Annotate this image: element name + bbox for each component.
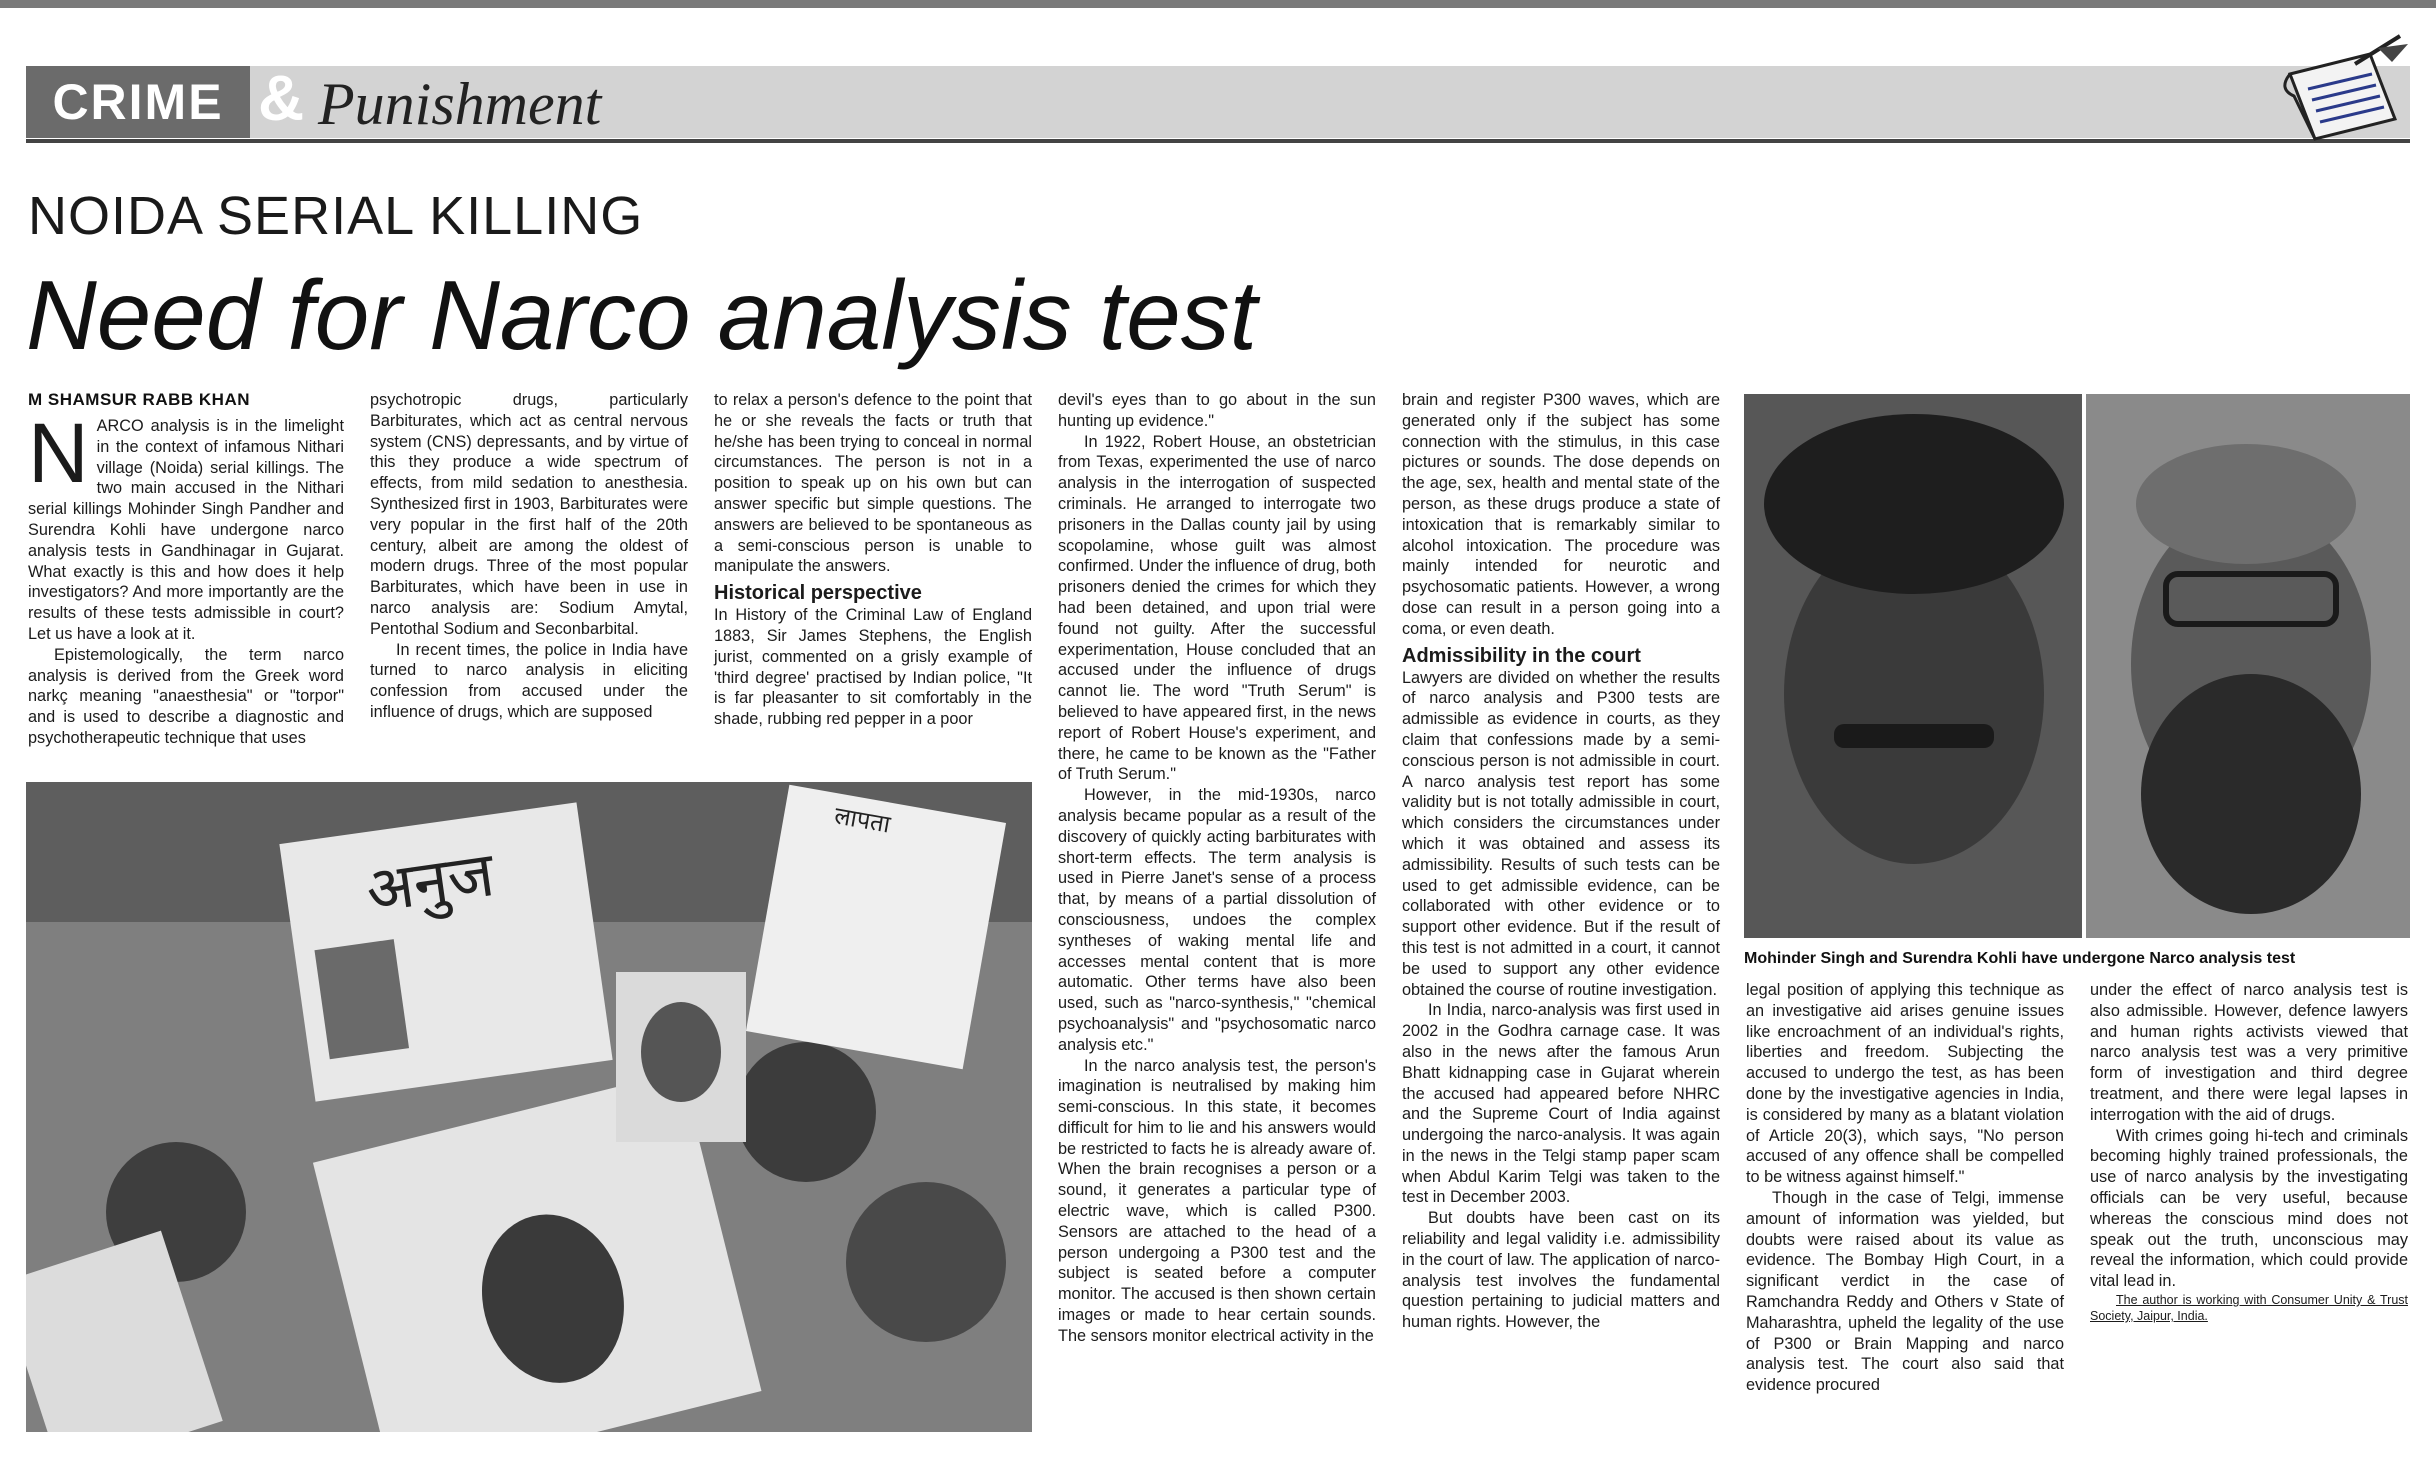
paragraph: Epistemologically, the term narco analysis is derived from the Greek word narkç meaning "anaesthesia" or "torpor" and is used to describe a diagnostic and psychotherapeutic technique that uses (28, 645, 344, 747)
paragraph: In History of the Criminal Law of England 1883, Sir James Stephens, the English jurist, commented on a grisly example of 'third degree' practised by Indian police, "It is far pleasanter to sit comfortably in the shade, rubbing red pepper in a poor (714, 606, 1032, 729)
paragraph: In India, narco-analysis was first used in 2002 in the Godhra carnage case. It was also in the news after the famous Arun Bhatt kidnapping case in Gujarat wherein the accused had appeared before NHRC and the Supreme Court of India against undergoing the narco-analysis. It was again in the news in the Telgi stamp paper scam when Abdul Karim Telgi was taken to the test in December 2003. (1402, 1001, 1720, 1207)
section-crime: CRIME (26, 66, 250, 138)
top-rule (0, 0, 2436, 8)
paragraph: ARCO analysis is in the limelight in the context of infamous Nithari village (Noida) serial killings. The two main accused in the Nithari serial killings Mohinder Singh Pandher and Surendra Kohli have undergone narco analysis tests in Gandhinagar in Gujarat. What exactly is this and how does it help investigators? And more importantly are the results of these tests admissible in court? Let us have a look at it. (28, 417, 344, 643)
paragraph: Though in the case of Telgi, immense amount of information was yielded, but doubts were raised about its value as evidence. The Bombay High Court, in a significant verdict in the case of Ramchandra Reddy and Others v State of Maharashtra, upheld the legality of the use of P300 or Brain Mapping and narco analysis test. The court also said that evidence procured (1746, 1188, 2064, 1395)
column-7 (2090, 980, 2408, 1324)
section-punishment: Punishment (318, 71, 602, 137)
subhead-historical: Historical perspective (714, 582, 922, 605)
scroll-quill-icon (2260, 34, 2410, 144)
paragraph: brain and register P300 waves, which are generated only if the subject has some connection with the stimulus, in this case pictures or sounds. The dose depends on the age, sex, health and mental state of the person, as these drugs produce a state of intoxication that is remarkably similar to alcohol intoxication. The procedure was mainly intended for neurotic and psychosomatic patients. However, a wrong dose can result in a person going into a coma, or even death. (1402, 391, 1720, 638)
paragraph: With crimes going hi-tech and criminals becoming highly trained professionals, the use of narco analysis by the investigating officials can be very useful, because whereas the conscious mind does not speak out the truth, unconscious may reveal the information, which could provide vital lead in. (2090, 1126, 2408, 1291)
section-ampersand: & (258, 62, 305, 134)
paragraph: to relax a person's defence to the point that he or she reveals the facts or truth that he/she has been trying to conceal in normal circumstances. The person is not in a position to speak up on his own but can answer specific but simple questions. The answers are believed to be spontaneous as a semi-conscious person is unable to manipulate the answers. (714, 391, 1032, 576)
accused-photo-left (1744, 394, 2082, 938)
protest-sign-text: अनुज (361, 837, 499, 928)
column-1 (28, 406, 344, 749)
column-5 (1402, 390, 1720, 1333)
protest-sign-text-2: लापता (832, 801, 893, 839)
byline: M SHAMSUR RABB KHAN (28, 390, 250, 409)
paragraph: legal position of applying this technique as an investigative aid arises genuine issues like encroachment of an individual's rights, liberties and freedom. Subjecting the accused to undergo the test, as has been done by the investigative agencies in India, is considered by many as a blatant violation of Article 20(3), which says, "No person accused of any offence shall be compelled to be witness against himself." (1746, 981, 2064, 1187)
column-6 (1746, 980, 2064, 1396)
column-2 (370, 390, 688, 723)
protest-photo (26, 782, 1032, 1432)
paragraph: under the effect of narco analysis test is also admissible. However, defence lawyers and human rights activists viewed that narco analysis test was a very primitive form of investigation and third degree treatment, and there were legal lapses in interrogation with the aid of drugs. (2090, 981, 2408, 1124)
paragraph: However, in the mid-1930s, narco analysis became popular as a result of the discovery of quickly acting barbiturates with short-term effects. The term analysis is used in Pierre Janet's sense of a process that, by means of a partial dissolution of consciousness, undoes the complex syntheses of waking mental life and accesses mental content that is more automatic. Other terms have also been used, such as "narco-synthesis," "chemical psychoanalysis" and "psychosomatic narco analysis etc." (1058, 786, 1376, 1054)
paragraph: Lawyers are divided on whether the results of narco analysis and P300 tests are admissible as evidence in courts, as they claim that confessions made by a semi-conscious person is not admissible in court. A narco analysis test report has some validity but is not totally admissible in court, which considers the circumstances under which it was obtained and assess its admissibility. Results of such tests can be used to get admissible evidence, can be collaborated with other evidence or to support other evidence. But if the result of this test is not admitted in a court, it cannot be used to support any other evidence obtained the course of routine investigation. (1402, 668, 1720, 999)
paragraph: devil's eyes than to go about in the sun hunting up evidence." (1058, 391, 1376, 430)
photo-caption: Mohinder Singh and Surendra Kohli have undergone Narco analysis test (1744, 950, 2296, 967)
kicker: NOIDA SERIAL KILLING (28, 186, 644, 246)
column-4 (1058, 390, 1376, 1347)
headline: Need for Narco analysis test (26, 260, 1257, 370)
paragraph: In the narco analysis test, the person's imagination is neutralised by making him semi-conscious. In this state, it becomes difficult for him to lie and his answers would be restricted to facts he is already aware of. When the brain recognises a person or a sound, it generates a particular type of electric wave, which is called P300. Sensors are attached to the head of a person undergoing a P300 test and the subject is seated before a computer monitor. The accused is then shown certain images or made to hear certain sounds. The sensors monitor electrical activity in the (1058, 1056, 1376, 1345)
paragraph: In recent times, the police in India have turned to narco analysis in eliciting confession from accused under the influence of drugs, which are supposed (370, 640, 688, 721)
paragraph: But doubts have been cast on its reliability and legal validity i.e. admissibility in the court of law. The application of narco-analysis test involves the fundamental question pertaining to judicial matters and human rights. However, the (1402, 1209, 1720, 1332)
column-3 (714, 390, 1032, 730)
protest-photo-art (26, 782, 1032, 1432)
accused-photo-right-art (2086, 394, 2410, 938)
paragraph: psychotropic drugs, particularly Barbiturates, which act as central nervous system (CNS) depressants, and by virtue of this they produce a wide spectrum of effects, from mild sedation to anesthesia. Synthesized first in 1903, Barbiturates were very popular in the first half of the 20th century, albeit are among the oldest of modern drugs. Three of the most popular Barbiturates, which have been in use in narco analysis are: Sodium Amytal, Pentothal Sodium and Seconbarbital. (370, 391, 688, 638)
drop-cap: N (28, 406, 89, 500)
accused-photo-right (2086, 394, 2410, 938)
accused-photo-left-art (1744, 394, 2082, 938)
subhead-admissibility: Admissibility in the court (1402, 644, 1641, 667)
paragraph: In 1922, Robert House, an obstetrician from Texas, experimented the use of narco analysis in the interrogation of suspected criminals. He arranged to interrogate two prisoners in the Dallas county jail by using scopolamine, whose guilt was almost confirmed. Under the influence of drug, both prisoners denied the crimes for which they had been detained, and upon trial were found not guilty. After the successful experimentation, House concluded that an accused under the influence of drugs cannot lie. The word "Truth Serum" is believed to have appeared first, in the news report of Robert House's experiment, and there, he came to be known as the "Father of Truth Serum." (1058, 432, 1376, 784)
author-credit: The author is working with Consumer Unity & Trust Society, Jaipur, India. (2090, 1292, 2408, 1323)
